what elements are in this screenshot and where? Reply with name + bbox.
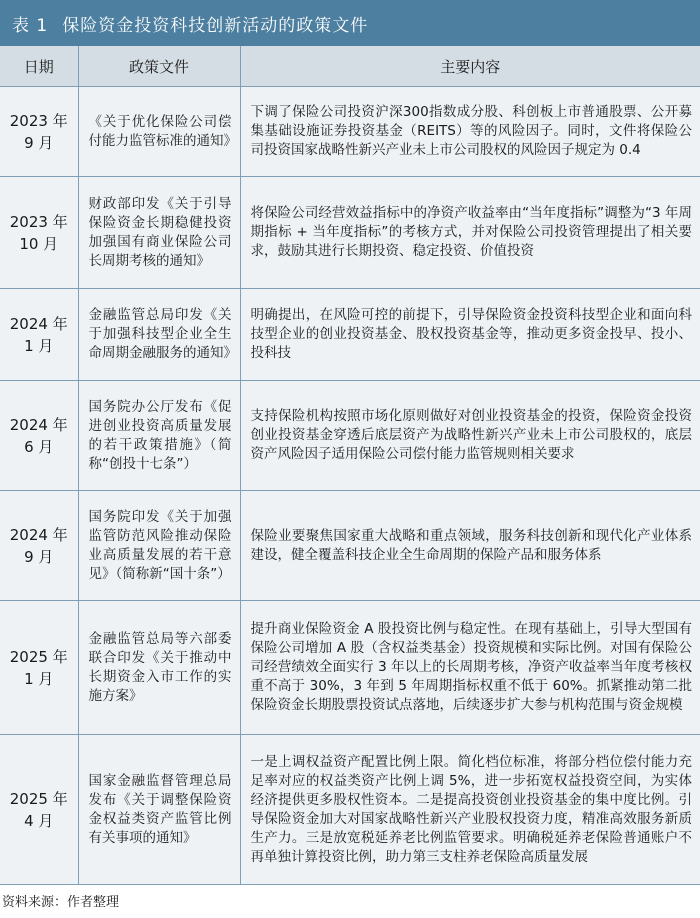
row-year: 2024 年	[9, 525, 68, 544]
header-document: 政策文件	[78, 46, 240, 87]
row-date	[0, 289, 78, 381]
table-row	[0, 381, 700, 491]
row-month: 4 月	[24, 811, 54, 830]
row-year: 2024 年	[9, 314, 68, 333]
table-row	[0, 289, 700, 381]
row-date	[0, 177, 78, 289]
header-date: 日期	[0, 46, 78, 87]
row-year: 2025 年	[9, 647, 68, 666]
row-content: 支持保险机构按照市场化原则做好对创业投资基金的投资，保险资金投资创业投资基金穿透后底层资产为战略性新兴产业未上市公司股权的，底层资产风险因子适用保险公司偿付能力监管规则相关要求	[240, 381, 700, 491]
source-note: 资料来源：作者整理	[2, 895, 120, 910]
table-row	[0, 601, 700, 735]
row-document: 金融监管总局等六部委联合印发《关于推动中长期资金入市工作的实施方案》	[78, 601, 240, 735]
table-number: 表 1	[12, 15, 49, 36]
row-date	[0, 735, 78, 885]
row-content: 下调了保险公司投资沪深300指数成分股、科创板上市普通股票、公开募集基础设施证券投资基金（REITS）等的风险因子。同时，文件将保险公司投资国家战略性新兴产业未上市公司股权的风险因子规定为 0.4	[240, 87, 700, 177]
row-document: 国家金融监督管理总局发布《关于调整保险资金权益类资产监管比例有关事项的通知》	[78, 735, 240, 885]
header-content: 主要内容	[240, 46, 700, 87]
row-year: 2023 年	[9, 212, 68, 231]
table-row	[0, 735, 700, 885]
row-document: 国务院印发《关于加强监管防范风险推动保险业高质量发展的若干意见》（简称新“国十条”）	[78, 491, 240, 601]
row-document: 国务院办公厅发布《促进创业投资高质量发展的若干政策措施》（简称“创投十七条”）	[78, 381, 240, 491]
row-month: 1 月	[24, 336, 54, 355]
table-header-row	[0, 46, 700, 87]
row-date	[0, 491, 78, 601]
row-month: 6 月	[24, 437, 54, 456]
row-month: 9 月	[24, 133, 54, 152]
row-document: 《关于优化保险公司偿付能力监管标准的通知》	[78, 87, 240, 177]
table-row	[0, 87, 700, 177]
row-content: 将保险公司经营效益指标中的净资产收益率由“当年度指标”调整为“3 年周期指标 + 当年度指标”的考核方式，并对保险公司投资管理提出了相关要求，鼓励其进行长期投资、稳定投资、价值投资	[240, 177, 700, 289]
table-row	[0, 177, 700, 289]
row-month: 9 月	[24, 547, 54, 566]
row-content: 明确提出，在风险可控的前提下，引导保险资金投资科技型企业和面向科技型企业的创业投资基金、股权投资基金等，推动更多资金投早、投小、投科技	[240, 289, 700, 381]
row-month: 1 月	[24, 669, 54, 688]
row-year: 2024 年	[9, 415, 68, 434]
row-year: 2025 年	[9, 789, 68, 808]
table-row	[0, 491, 700, 601]
row-year: 2023 年	[9, 111, 68, 130]
policy-table	[0, 46, 700, 885]
row-document: 财政部印发《关于引导保险资金长期稳健投资加强国有商业保险公司长周期考核的通知》	[78, 177, 240, 289]
row-date	[0, 381, 78, 491]
row-document: 金融监管总局印发《关于加强科技型企业全生命周期金融服务的通知》	[78, 289, 240, 381]
row-content: 一是上调权益资产配置比例上限。简化档位标准，将部分档位偿付能力充足率对应的权益类资产比例上调 5%，进一步拓宽权益投资空间，为实体经济提供更多股权性资本。二是提高投资创业投资基金的集中度比例。引导保险资金加大对国家战略性新兴产业股权投资力度，精准高效服务新质生产力。三是放宽税延养老比例监管要求。明确税延养老保险普通账户不再单独计算投资比例，助力第三支柱养老保险高质量发展	[240, 735, 700, 885]
row-date	[0, 601, 78, 735]
table-title: 保险资金投资科技创新活动的政策文件	[62, 15, 369, 36]
table-title-bar	[0, 0, 700, 46]
row-date	[0, 87, 78, 177]
row-content: 保险业要聚焦国家重大战略和重点领域，服务科技创新和现代化产业体系建设，健全覆盖科技企业全生命周期的保险产品和服务体系	[240, 491, 700, 601]
row-month: 10 月	[19, 234, 59, 253]
row-content: 提升商业保险资金 A 股投资比例与稳定性。在现有基础上，引导大型国有保险公司增加 A 股（含权益类基金）投资规模和实际比例。对国有保险公司经营绩效全面实行 3 年以上的长周期考核，净资产收益率当年度考核权重不高于 30%，3 年到 5 年周期指标权重不低于 60%。抓紧推动第二批保险资金长期股票投资试点落地，后续逐步扩大参与机构范围与资金规模	[240, 601, 700, 735]
